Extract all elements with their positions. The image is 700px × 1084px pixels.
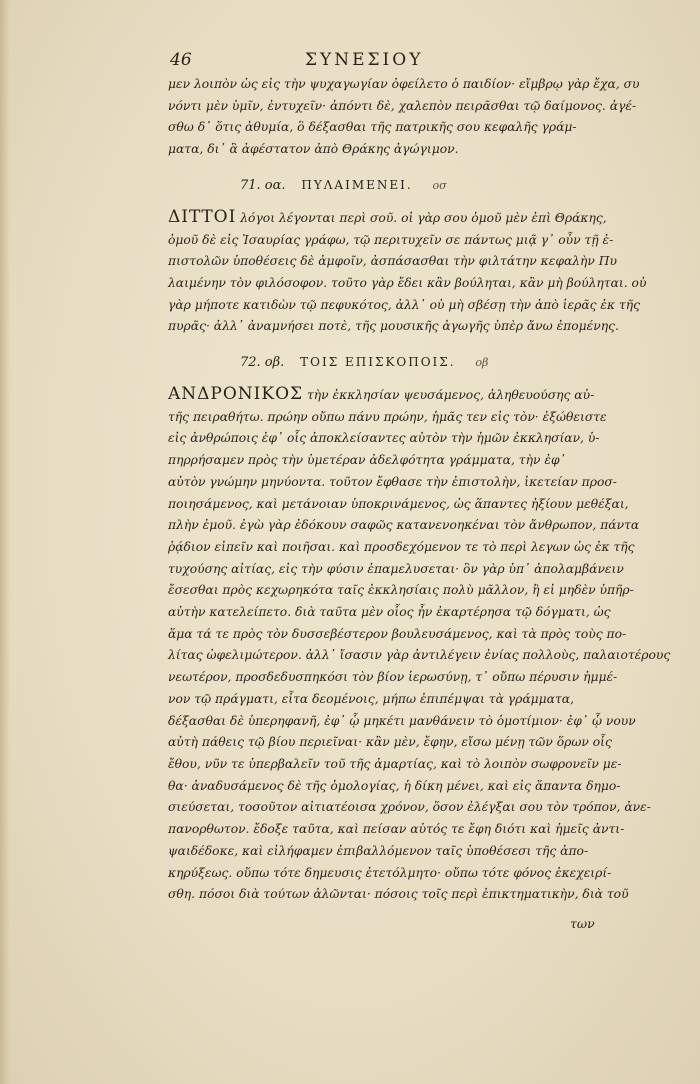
text-line: δέξασθαι δὲ ὑπερηφανῆ, ἐφ᾽ ᾧ μηκέτι μανθάνειν τὸ ὁμοτίμιον· ἐφ᾽ ᾧ νουν xyxy=(168,713,636,728)
page-gutter-shadow xyxy=(0,0,10,1084)
text-line: ματα, δι᾽ ἃ ἀφέστατον ἀπὸ Θράκης ἀγώγιμον. xyxy=(168,142,459,157)
text-line: αὐτὴ πάθεις τῷ βίου περιεῖναι· κἂν μὲν, ἔφην, εἴσω μένῃ τῶν ὅρων οἷς xyxy=(168,735,612,750)
text-line: μεν λοιπὸν ὡς εἰς τὴν ψυχαγωγίαν ὀφείλετο ὁ παιδίον· εἴμβρῳ γὰρ ἔχα, συ xyxy=(168,77,640,91)
text-fragment: λόγοι λέγονται περὶ σοῦ. οἱ γὰρ σου ὁμοῦ μὲν ἐπὶ Θράκης, xyxy=(240,210,607,225)
text-line: γὰρ μήποτε κατιδὼν τῷ πεφυκότος, ἀλλ᾽ οὐ μὴ σβέσῃ τὴν ἀπὸ ἱερᾶς ἐκ τῆς xyxy=(168,297,641,312)
text-line: σθω δ᾽ ὅτις ἀθυμία, ὃ δέξασθαι τῆς πατρικῆς σου κεφαλῆς γράμ- xyxy=(168,120,577,135)
text-line xyxy=(168,207,608,230)
text-fragment: τὴν ἐκκλησίαν ψευσάμενος, ἀληθευούσης αὐ- xyxy=(306,388,595,403)
text-line: θα· ἀναδυσάμενος δὲ τῆς ὁμολογίας, ἡ δίκη μένει, καὶ εἰς ἅπαντα δημο- xyxy=(168,778,621,793)
text-line: λαιμένην τὸν φιλόσοφον. τοῦτο γὰρ ἔδει κἂν βούληται, κἂν μὴ βούληται. οὐ xyxy=(168,275,647,290)
text-line: τυχούσης αἰτίας, εἰς τὴν φύσιν ἐπαμελυσεται· ὃν γὰρ ὑπ᾽ ἀπολαμβάνειν xyxy=(168,561,624,576)
text-line: αὐτὴν κατελείπετο. διὰ ταῦτα μὲν οἷος ἦν ἐκαρτέρησα τῷ δόγματι, ὡς xyxy=(168,605,611,620)
epistle-heading xyxy=(168,350,608,375)
initial-word: ΔΙΤΤΟΙ xyxy=(168,206,237,227)
epistle-title: ΤΟΙΣ ΕΠΙΣΚΟΠΟΙΣ. xyxy=(300,355,456,370)
text-line: ὁμοῦ δὲ εἰς Ἰσαυρίας γράφω, τῷ περιτυχεῖν σε πάντως μιᾷ γ᾽ οὖν τῇ ἐ- xyxy=(168,232,614,247)
epistle-marginal-mark: οβ xyxy=(475,356,489,370)
text-line: πηρρήσαμεν πρὸς τὴν ὑμετέραν ἀδελφότητα γράμματα, τὴν ἐφ᾽ xyxy=(168,453,566,468)
text-line: ἅμα τά τε πρὸς τὸν δυσσεβέστερον βουλευσάμενος, καὶ τὰ πρὸς τοὺς πο- xyxy=(168,626,627,641)
text-line xyxy=(168,384,608,407)
epistle-title: ΠΥΛΑΙΜΕΝΕΙ. xyxy=(301,177,413,192)
text-line: νον τῷ πράγματι, εἶτα δεομένοις, μήπω ἐπιπέμψαι τὰ γράμματα, xyxy=(168,691,574,706)
text-line: σιεύσεται, τοσοῦτον αἰτιατέοισα χρόνον, ὅσον ἐλέγξαι σου τὸν τρόπον, ἀνε- xyxy=(168,800,651,815)
text-line: τῆς πειραθήτω. πρώην οὔπω πάνυ πρώην, ἡμᾶς τεν εἰς τὸν· ἐξώθειστε xyxy=(168,409,607,424)
text-line: πλὴν ἐμοῦ. ἐγὼ γὰρ ἐδόκουν σαφῶς κατανενοηκέναι τὸν ἄνθρωπον, πάντα xyxy=(168,518,640,533)
catchword: των xyxy=(570,916,595,931)
text-line: πιστολῶν ὑποθέσεις δὲ ἀμφοῖν, ἀσπάσασθαι τὴν φιλτάτην κεφαλὴν Πυ xyxy=(168,254,617,269)
epistle-72 xyxy=(168,350,671,906)
text-line: αὐτὸν γνώμην μηνύοντα. τοῦτον ἔφθασε τὴν ἐπιστολὴν, ἱκετείαν προσ- xyxy=(168,474,617,489)
text-line: ποιησάμενος, καὶ μετάνοιαν ὑποκρινάμενος, ὡς ἅπαντες ἠξίουν μεθέξαι, xyxy=(168,496,629,511)
text-line: ἔσεσθαι πρὸς κεχωρηκότα ταῖς ἐκκλησίαις πολὺ μᾶλλον, ἢ εἰ μηδὲν ὑπῆρ- xyxy=(168,583,634,598)
page-body xyxy=(168,74,671,906)
text-line: λίτας ὠφελιμώτερον. ἀλλ᾽ ἴσασιν γὰρ ἀντιλέγειν ἐνίας πολλοὺς, παλαιοτέρους xyxy=(168,648,671,663)
text-line: ψαιδέδοκε, καὶ εἰλήφαμεν ἐπιβαλλόμενον ταῖς ὑποθέσεσι τῆς ἀπο- xyxy=(168,843,589,858)
epistle-number: 71. οα. xyxy=(240,177,286,193)
running-head: ΣΥΝΕΣΙΟΥ xyxy=(305,50,424,70)
text-line: νόντι μὲν ὑμῖν, ἐντυχεῖν· ἀπόντι δὲ, χαλεπὸν πειρᾶσθαι τῷ δαίμονος. ἀγέ- xyxy=(168,98,637,113)
text-line: νεωτέρον, προσδεδυσπηκόσι τὸν βίον ἱερωσύνῃ, τ᾽ οὔπω πέρυσιν ἡμμέ- xyxy=(168,670,618,685)
epistle-71 xyxy=(168,173,647,338)
text-line: κηρύξεως. οὔπω τότε δημευσις ἐτετόλμητο· οὔπω τότε φόνος ἐκεχειρί- xyxy=(168,865,612,880)
text-line: εἰς ἀνθρώποις ἐφ᾽ οἷς ἀποκλείσαντες αὐτὸν τὴν ἡμῶν ἐκκλησίαν, ὑ- xyxy=(168,431,600,446)
opening-paragraph xyxy=(168,74,640,161)
page-header xyxy=(0,42,700,72)
text-line: ἔθου, νῦν τε ὑπερβαλεῖν τοῦ τῆς ἀμαρτίας, καὶ τὸ λοιπὸν σωφρονεῖν με- xyxy=(168,756,622,771)
text-line: ῥᾴδιον εἰπεῖν καὶ ποιῆσαι. καὶ προσδεχόμενον τε τὸ περὶ λεγων ὡς ἐκ τῆς xyxy=(168,539,635,554)
text-line: σθη. πόσοι διὰ τούτων ἀλῶνται· πόσοις τοῖς περὶ ἐπικτηματικὴν, διὰ τοῦ xyxy=(168,887,629,902)
epistle-marginal-mark: οσ xyxy=(432,178,447,192)
text-line: πανορθωτον. ἔδοξε ταῦτα, καὶ πείσαν αὐτός τε ἔφη διότι καὶ ἡμεῖς ἀντι- xyxy=(168,822,625,837)
epistle-number: 72. οβ. xyxy=(240,355,285,371)
epistle-heading xyxy=(168,173,608,198)
initial-word: ΑΝΔΡΟΝΙΚΟΣ xyxy=(168,384,304,405)
page-number: 46 xyxy=(170,50,192,70)
text-line: πυρᾶς· ἀλλ᾽ ἀναμνήσει ποτὲ, τῆς μουσικῆς ἀγωγῆς ὑπὲρ ἄνω ἐπομένης. xyxy=(168,319,619,334)
